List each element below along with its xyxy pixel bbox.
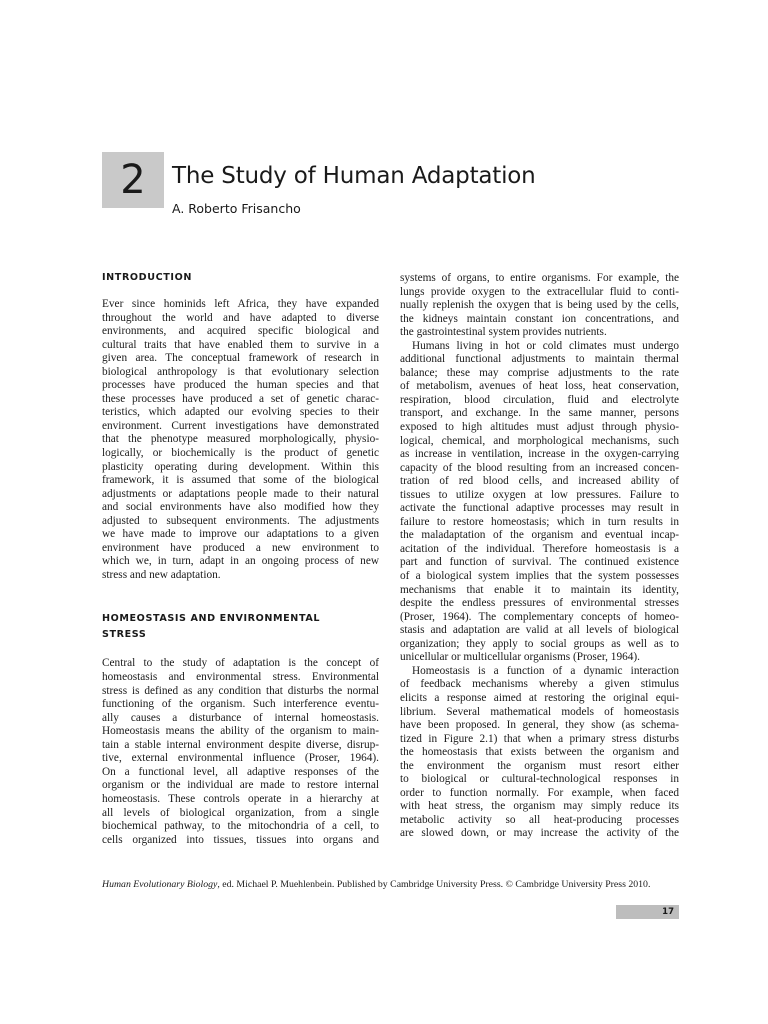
text-line: exposed to high altitudes must adjust through physio-	[400, 421, 679, 434]
section-heading-homeostasis	[102, 611, 379, 643]
text-line: tized in Figure 2.1) that when a primary stress disturbs	[400, 732, 679, 745]
text-line: biological anthropology is that evolutionary selection	[102, 365, 379, 378]
book-title: Human Evolutionary Biology	[102, 879, 218, 890]
text-line: all levels of biological organization, from a single	[102, 806, 379, 819]
text-line: stasis and adaptation are valid at all levels of biological	[400, 624, 679, 637]
text-line: the maladaptation of the organism and eventual incap-	[400, 529, 679, 542]
text-line: additional functional adjustments to maintain thermal	[400, 353, 679, 366]
text-line: Humans living in hot or cold climates must undergo	[412, 339, 679, 352]
text-line: as increase in ventilation, increase in the oxygen-carrying	[400, 448, 679, 461]
text-line: cells organized into tissues, tissues into organs and	[102, 833, 379, 846]
text-line: part and function of survival. The continued existence	[400, 556, 679, 569]
text-line: cultural traits that have enabled them to survive in a	[102, 338, 379, 351]
homeostasis-paragraph	[102, 657, 379, 847]
section-heading-introduction: INTRODUCTION	[102, 272, 192, 283]
text-line: organism or the individual are made to restore internal	[102, 779, 379, 792]
text-line: On a functional level, all adaptive responses of the	[102, 765, 379, 778]
text-line: the environment the organism must resort either	[400, 759, 679, 772]
text-line: the gastrointestinal system provides nutrients.	[400, 326, 607, 339]
text-line: framework, it is assumed that some of the biological	[102, 474, 379, 487]
text-line: have been proposed. In general, they show (as schema-	[400, 719, 679, 732]
text-line: (Proser, 1964). The complementary concepts of homeo-	[400, 610, 679, 623]
text-line: respiration, blood circulation, fluid and electrolyte	[400, 393, 679, 406]
text-line: homeostasis and environmental stress. Environmental	[102, 671, 379, 684]
chapter-title: The Study of Human Adaptation	[172, 163, 536, 189]
text-line: order to function normally. For example, when faced	[400, 786, 679, 799]
text-line: unicellular or multicellular organisms (Proser, 1964).	[400, 651, 640, 664]
text-line: Homeostasis means the ability of the organism to main-	[102, 725, 379, 738]
text-line: elicits a response aimed at restoring the original equi-	[400, 691, 679, 704]
text-line: the kidneys maintain constant ion concentrations, and	[400, 312, 679, 325]
text-line: plasticity operating during development. Within this	[102, 460, 379, 473]
text-line: functioning of the organism. Such interference eventu-	[102, 698, 379, 711]
text-line: lungs provide oxygen to the extracellular fluid to conti-	[400, 285, 679, 298]
text-line: environments, and acquired specific biological and	[102, 325, 379, 338]
text-line: adjusted to subsequent environments. The adjustments	[102, 514, 379, 527]
text-line: organization; they apply to social groups as well as to	[400, 637, 679, 650]
introduction-paragraph	[102, 298, 379, 582]
text-line: tive, external environmental influence (Proser, 1964).	[102, 752, 379, 765]
text-line: of feedback mechanisms whereby a given stimulus	[400, 678, 679, 691]
text-line: we have made to improve our adaptations to a given	[102, 528, 379, 541]
paragraph	[400, 665, 679, 841]
text-line: teristics, which adapted our evolving species to their	[102, 406, 379, 419]
text-line: tain a stable internal environment despite diverse, disrup-	[102, 738, 379, 751]
text-line: Ever since hominids left Africa, they have expanded	[102, 298, 379, 310]
text-line: systems of organs, to entire organisms. For example, the	[400, 272, 679, 284]
text-line: tration of red blood cells, and increased ability of	[400, 475, 679, 488]
text-line: tissues to utilize oxygen at low pressures. Failure to	[400, 488, 679, 501]
section-heading-line: HOMEOSTASIS AND ENVIRONMENTAL	[102, 613, 321, 625]
text-line: despite the endless pressures of environmental stresses	[400, 597, 679, 610]
chapter-author: A. Roberto Frisancho	[172, 201, 301, 216]
text-line: with heat stress, the organism may simply reduce its	[400, 800, 679, 813]
text-line: and social environments have also modified how they	[102, 501, 379, 514]
text-line: throughout the world and have adapted to diverse	[102, 311, 379, 324]
text-line: are slowed down, or may increase the activity of the	[400, 827, 679, 840]
text-line: logical, chemical, and morphological mechanisms, such	[400, 434, 679, 447]
text-line: which we, in turn, adapt in an ongoing process of new	[102, 555, 379, 568]
text-line: failure to restore homeostasis; which in turn results in	[400, 515, 679, 528]
text-line: capacity of the blood resulting from an increased concen-	[400, 461, 679, 474]
text-line: acitation of the individual. Therefore homeostasis is a	[400, 542, 679, 555]
section-heading-line: STRESS	[102, 629, 147, 641]
footer-citation	[102, 879, 679, 890]
text-line: transport, and exchange. In the same manner, persons	[400, 407, 679, 420]
text-line: activate the functional adaptive processes may result in	[400, 502, 679, 515]
text-line: of metabolism, avenues of heat loss, heat conservation,	[400, 380, 679, 393]
paragraph	[400, 340, 679, 665]
text-line: Homeostasis is a function of a dynamic interaction	[412, 664, 679, 677]
text-line: ally causes a disturbance of internal homeostasis.	[102, 711, 379, 724]
text-line: processes have produced the human species and that	[102, 379, 379, 392]
text-line: biochemical pathway, to the mitochondria of a cell, to	[102, 820, 379, 833]
text-line: of a biological system implies that the system possesses	[400, 570, 679, 583]
text-line: balance; these may comprise adjustments to the rate	[400, 366, 679, 379]
text-line: mechanisms that enable it to maintain its identity,	[400, 583, 679, 596]
text-line: given area. The conceptual framework of research in	[102, 352, 379, 365]
text-line: that the phenotype measured morphologically, physio-	[102, 433, 379, 446]
text-line: to biological or cultural-technological responses in	[400, 773, 679, 786]
text-line: environment have produced a new environment to	[102, 541, 379, 554]
text-line: stress and new adaptation.	[102, 568, 221, 581]
text-line: logically, or biochemically is the product of genetic	[102, 447, 379, 460]
chapter-number-box	[102, 152, 164, 208]
left-column	[102, 272, 379, 847]
text-line: adjustments or adaptations people made to their natural	[102, 487, 379, 500]
chapter-number: 2	[120, 157, 146, 203]
paragraph	[400, 272, 679, 340]
text-line: nually replenish the oxygen that is being used by the cells,	[400, 299, 679, 312]
text-line: Central to the study of adaptation is the concept of	[102, 657, 379, 670]
page-number: 17	[616, 905, 679, 919]
text-line: these processes have produced a set of genetic charac-	[102, 392, 379, 405]
text-line: metabolic activity so all heat-producing processes	[400, 813, 679, 826]
text-line: the homeostasis that exists between the organism and	[400, 746, 679, 759]
text-line: stress is defined as any condition that disturbs the normal	[102, 684, 379, 697]
right-column	[400, 272, 679, 841]
citation-text: , ed. Michael P. Muehlenbein. Published by Cambridge University Press. © Cambridge University Press 2010.	[217, 879, 651, 890]
text-line: environment. Current investigations have demonstrated	[102, 419, 379, 432]
text-line: homeostasis. These controls operate in a hierarchy at	[102, 792, 379, 805]
text-line: librium. Several mathematical models of homeostasis	[400, 705, 679, 718]
